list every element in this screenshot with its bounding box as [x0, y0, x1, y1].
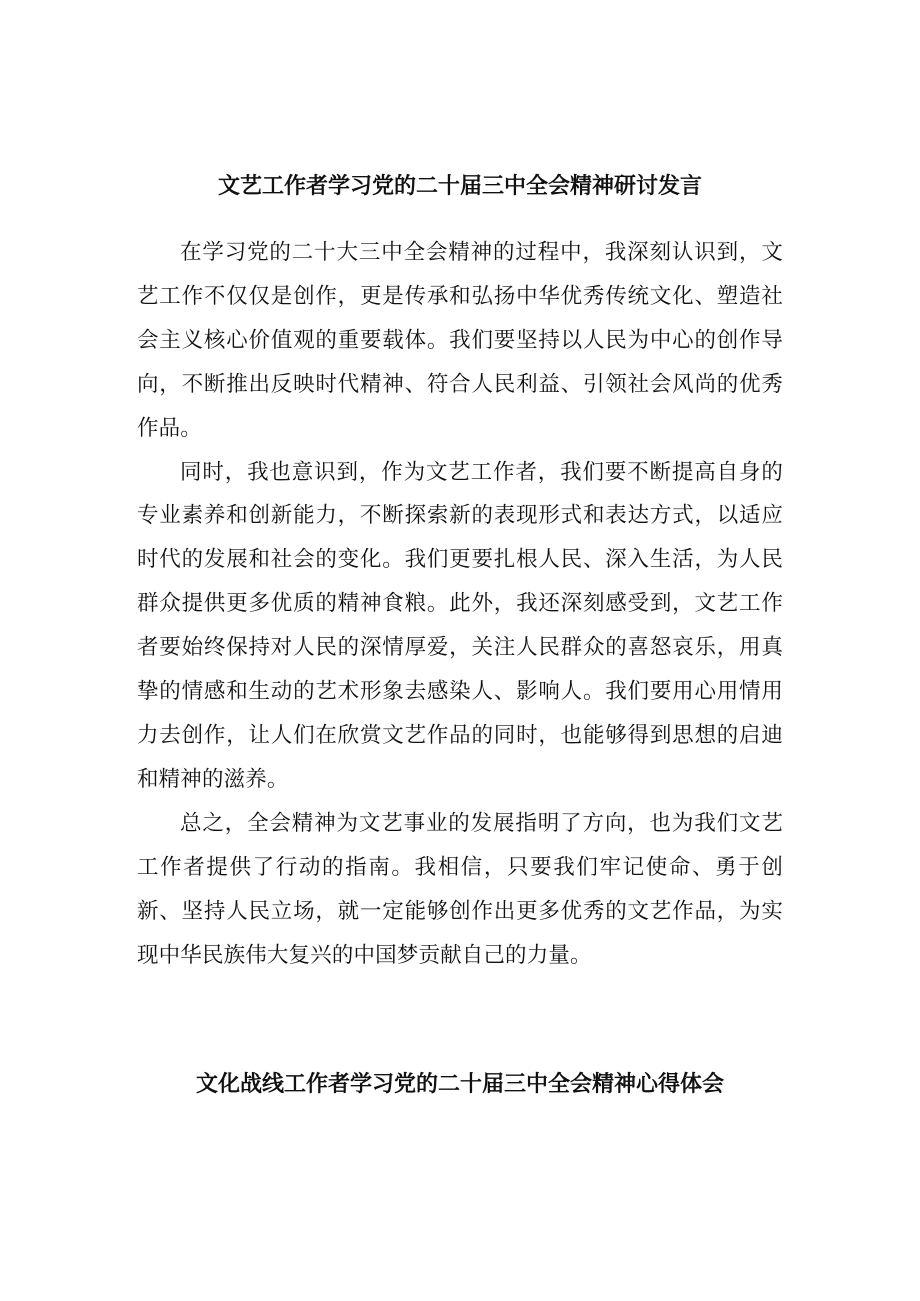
document-title: 文艺工作者学习党的二十届三中全会精神研讨发言 [217, 173, 702, 199]
paragraph-1: 在学习党的二十大三中全会精神的过程中，我深刻认识到，文艺工作不仅仅是创作，更是传承和弘扬中华优秀传统文化、塑造社会主义核心价值观的重要载体。我们要坚持以人民为中心的创作导向，不断推出反映时代精神、符合人民利益、引领社会风尚的优秀作品。 [137, 240, 783, 441]
paragraph-3: 总之，全会精神为文艺事业的发展指明了方向，也为我们文艺工作者提供了行动的指南。我相信，只要我们牢记使命、勇于创新、坚持人民立场，就一定能够创作出更多优秀的文艺作品，为实现中华民族伟大复兴的中国梦贡献自己的力量。 [137, 810, 783, 968]
paragraph-2: 同时，我也意识到，作为文艺工作者，我们要不断提高自身的专业素养和创新能力，不断探索新的表现形式和表达方式，以适应时代的发展和社会的变化。我们更要扎根人民、深入生活，为人民群众提供更多优质的精神食粮。此外，我还深刻感受到，文艺工作者要始终保持对人民的深情厚爱，关注人民群众的喜怒哀乐，用真挚的情感和生动的艺术形象去感染人、影响人。我们要用心用情用力去创作，让人们在欣赏文艺作品的同时，也能够得到思想的启迪和精神的滋养。 [137, 459, 783, 792]
next-section-title: 文化战线工作者学习党的二十届三中全会精神心得体会 [195, 1071, 724, 1097]
document-body [137, 231, 783, 977]
